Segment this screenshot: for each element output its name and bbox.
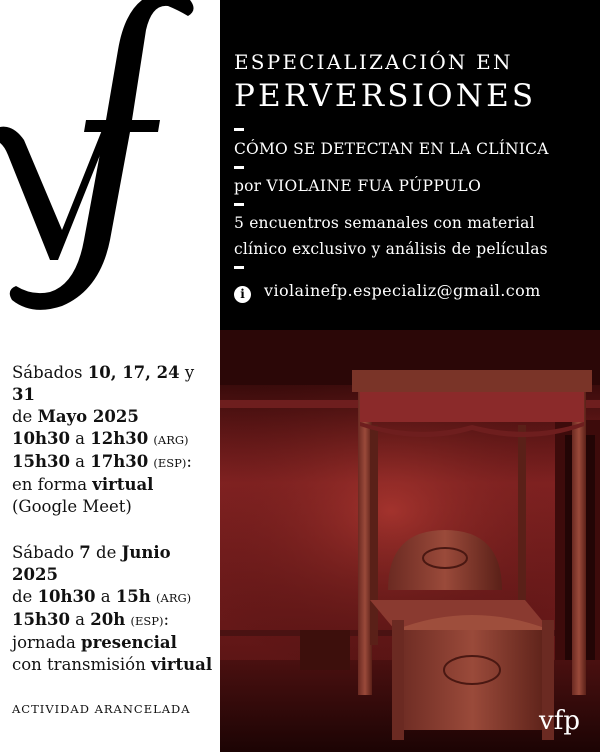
schedule-may: Sábados 10, 17, 24 y 31 de Mayo 2025 10h30 a 12h30 (ARG) 15h30 a 17h30 (ESP): en forma virtual (Google Meet) <box>12 363 195 516</box>
divider-dash <box>234 203 244 206</box>
activity-fee-note: ACTIVIDAD ARANCELADA <box>12 702 191 716</box>
title-line2: PERVERSIONES <box>234 78 537 114</box>
divider-dash <box>234 166 244 169</box>
header-panel <box>220 0 600 330</box>
vf-logo-large-icon <box>0 0 220 330</box>
divider-dash <box>234 128 244 131</box>
description-line1: 5 encuentros semanales con material <box>234 214 535 232</box>
info-icon: i <box>234 286 251 303</box>
title-line1: ESPECIALIZACIÓN EN <box>234 50 513 74</box>
bed-illustration-icon <box>220 330 600 752</box>
contact-email[interactable]: violainefp.especializ@gmail.com <box>264 281 541 300</box>
description-line2: clínico exclusivo y análisis de películas <box>234 240 548 258</box>
bed-illustration <box>220 330 600 752</box>
vfp-logo-small-icon: vfp <box>539 706 580 736</box>
divider-dash <box>234 266 244 269</box>
left-column <box>0 0 220 752</box>
author: por VIOLAINE FUA PÚPPULO <box>234 177 482 195</box>
subtitle: CÓMO SE DETECTAN EN LA CLÍNICA <box>234 140 549 158</box>
schedule-june: Sábado 7 de Junio 2025 de 10h30 a 15h (ARG) 15h30 a 20h (ESP): jornada presencial con transmisión virtual <box>12 543 213 674</box>
